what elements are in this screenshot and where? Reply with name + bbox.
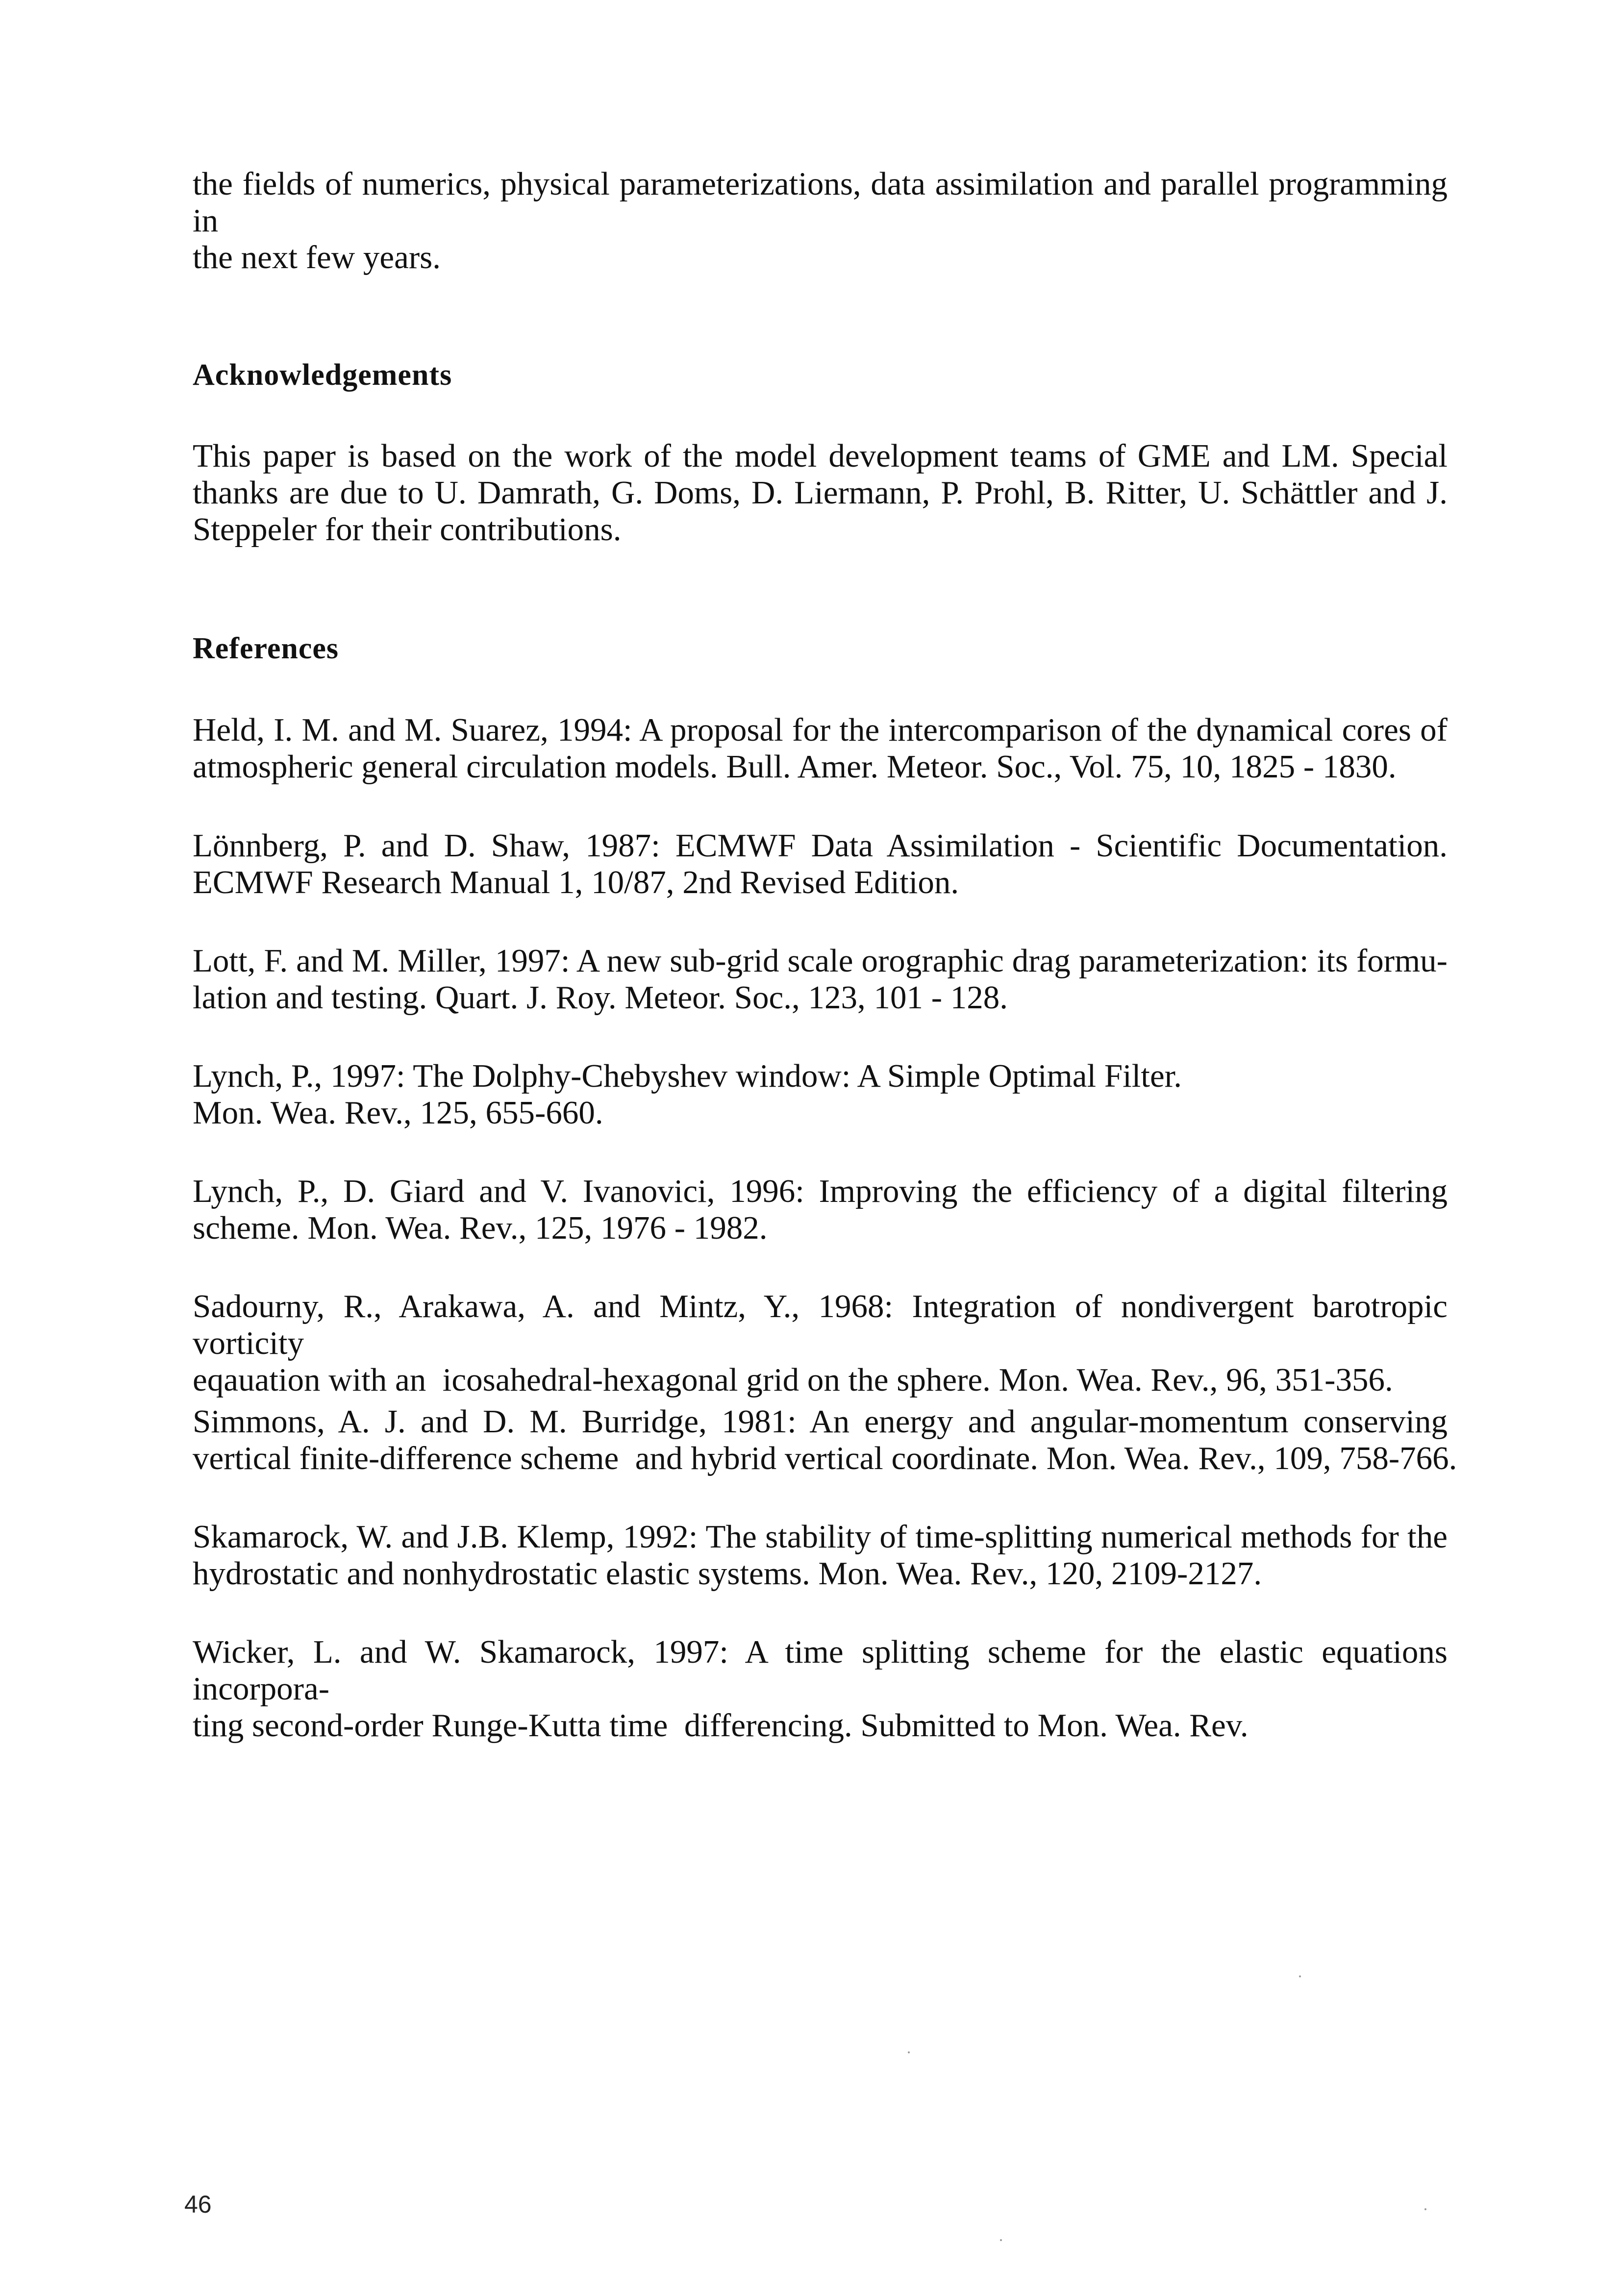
reference-line-1: Wicker, L. and W. Skamarock, 1997: A time splitting scheme for the elastic equations incorpora- [193, 1634, 1448, 1707]
intro-line-1: the fields of numerics, physical parameterizations, data assimilation and parallel programming in [193, 166, 1448, 239]
reference-line-2: ting second-order Runge-Kutta time differencing. Submitted to Mon. Wea. Rev. [193, 1707, 1248, 1744]
reference-entry [193, 1403, 1457, 1477]
references-heading: References [193, 632, 339, 665]
reference-entry [193, 1058, 1448, 1131]
reference-entry [193, 1519, 1448, 1592]
acknowledgements-line-3: Steppeler for their contributions. [193, 511, 622, 548]
reference-entry [193, 827, 1448, 901]
reference-entry [193, 1173, 1448, 1247]
scan-speck [1299, 1975, 1301, 1977]
page-number: 46 [184, 2191, 212, 2218]
reference-line-2: hydrostatic and nonhydrostatic elastic systems. Mon. Wea. Rev., 120, 2109-2127. [193, 1555, 1262, 1592]
acknowledgements-line-1: This paper is based on the work of the model development teams of GME and LM. Special [193, 438, 1448, 474]
reference-line-2: Mon. Wea. Rev., 125, 655-660. [193, 1095, 603, 1131]
reference-entry [193, 943, 1448, 1016]
reference-line-1: Lynch, P., D. Giard and V. Ivanovici, 1996: Improving the efficiency of a digital filtering [193, 1173, 1448, 1209]
reference-line-2: atmospheric general circulation models. Bull. Amer. Meteor. Soc., Vol. 75, 10, 1825 - 1830. [193, 749, 1397, 785]
reference-line-1: Sadourny, R., Arakawa, A. and Mintz, Y., 1968: Integration of nondivergent barotropic vorticity [193, 1288, 1448, 1361]
scan-speck [908, 2051, 910, 2053]
reference-line-1: Simmons, A. J. and D. M. Burridge, 1981: An energy and angular-momentum conserving [193, 1403, 1448, 1440]
reference-entry [193, 1288, 1448, 1398]
reference-line-2: eqauation with an icosahedral-hexagonal grid on the sphere. Mon. Wea. Rev., 96, 351-356. [193, 1362, 1393, 1398]
scan-speck [1000, 2239, 1002, 2241]
reference-line-2: vertical finite-difference scheme and hybrid vertical coordinate. Mon. Wea. Rev., 109, 758-766. [193, 1440, 1457, 1476]
intro-line-2: the next few years. [193, 239, 441, 275]
scan-speck [1424, 2208, 1426, 2210]
acknowledgements-paragraph [193, 438, 1448, 548]
intro-paragraph [193, 166, 1448, 276]
reference-line-1: Skamarock, W. and J.B. Klemp, 1992: The stability of time-splitting numerical methods for the [193, 1519, 1448, 1555]
acknowledgements-line-2: thanks are due to U. Damrath, G. Doms, D. Liermann, P. Prohl, B. Ritter, U. Schättler and J. [193, 474, 1448, 511]
reference-line-1: Held, I. M. and M. Suarez, 1994: A proposal for the intercomparison of the dynamical cores of [193, 712, 1448, 748]
reference-line-2: scheme. Mon. Wea. Rev., 125, 1976 - 1982. [193, 1210, 768, 1246]
reference-line-2: ECMWF Research Manual 1, 10/87, 2nd Revised Edition. [193, 864, 959, 900]
acknowledgements-heading: Acknowledgements [193, 358, 452, 392]
reference-line-1: Lynch, P., 1997: The Dolphy-Chebyshev window: A Simple Optimal Filter. [193, 1058, 1182, 1094]
reference-entry [193, 712, 1448, 785]
reference-line-1: Lönnberg, P. and D. Shaw, 1987: ECMWF Data Assimilation - Scientific Documentation. [193, 827, 1448, 864]
reference-line-1: Lott, F. and M. Miller, 1997: A new sub-grid scale orographic drag parameterization: its formu- [193, 943, 1448, 979]
reference-entry [193, 1634, 1448, 1744]
reference-line-2: lation and testing. Quart. J. Roy. Meteor. Soc., 123, 101 - 128. [193, 979, 1008, 1016]
